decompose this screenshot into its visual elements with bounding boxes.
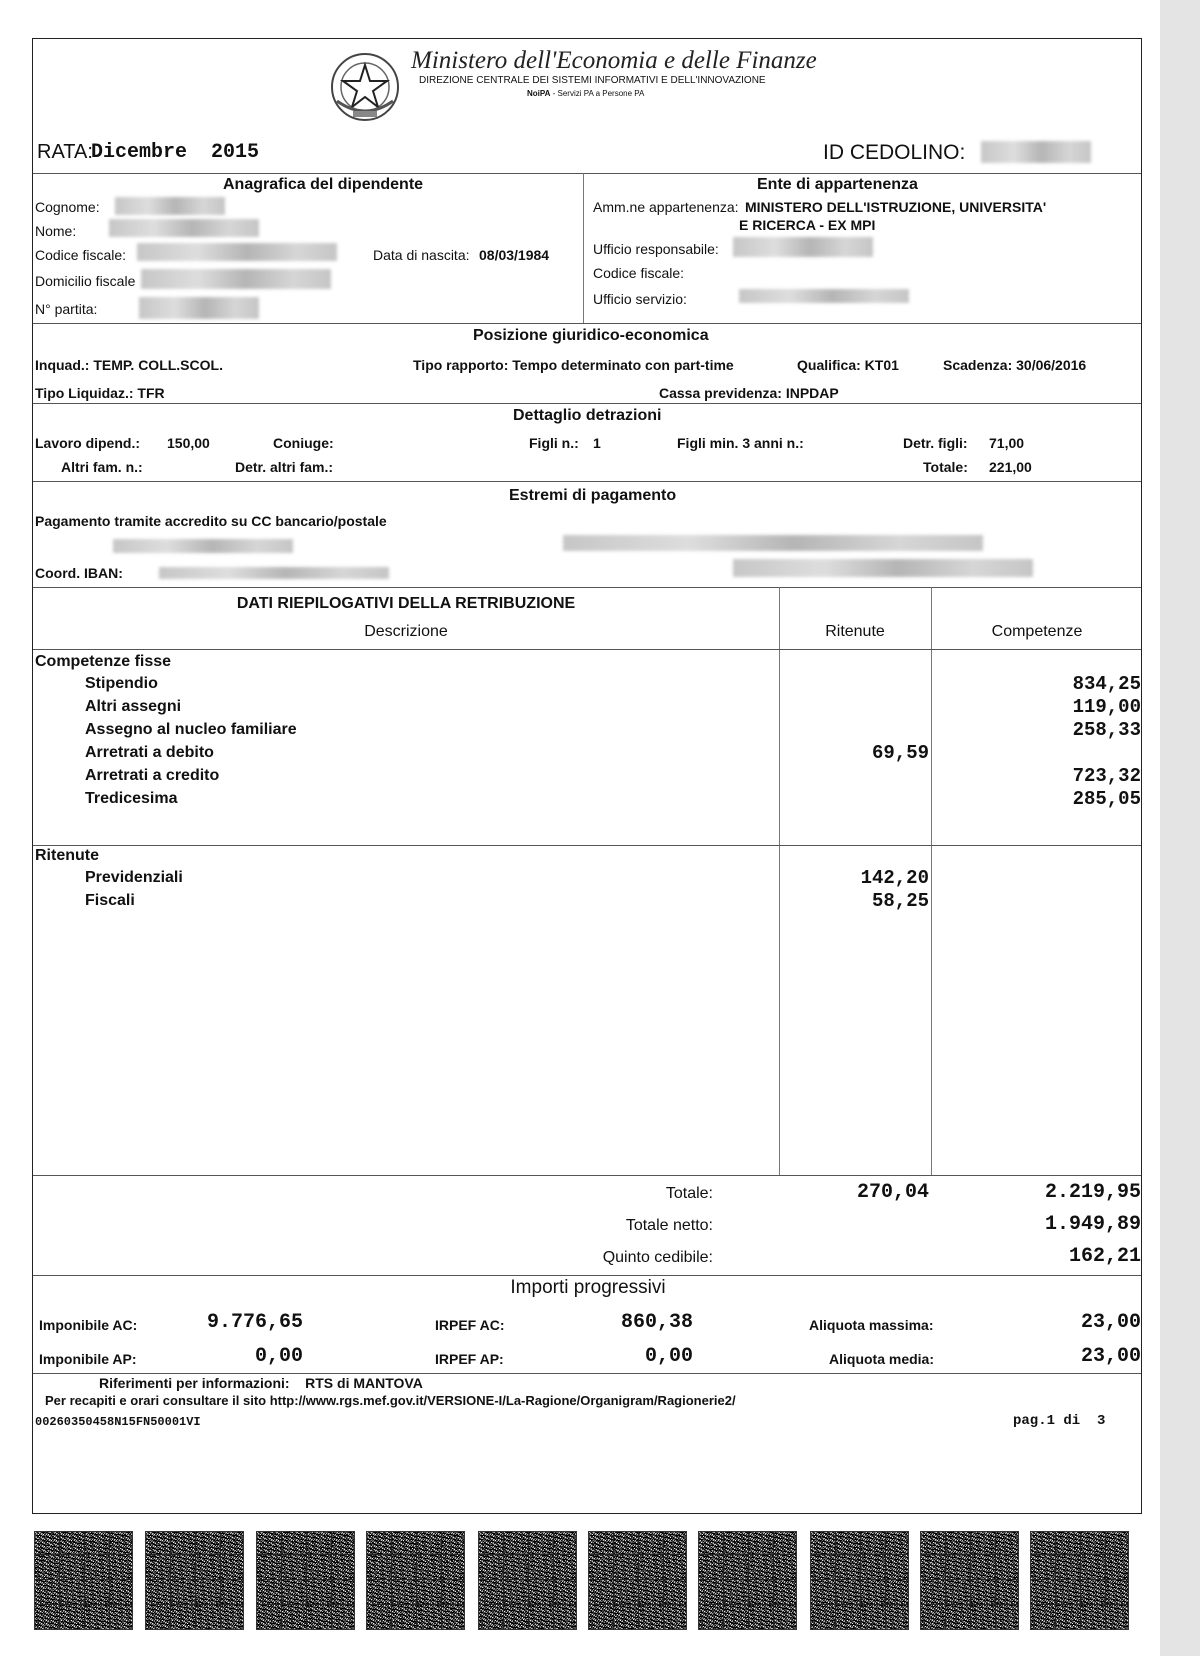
imponibile-ap-value: 0,00 bbox=[254, 1345, 303, 1368]
competenza-importo: 834,25 bbox=[1072, 673, 1141, 695]
riferimenti-line: Riferimenti per informazioni: RTS di MANTOVA bbox=[99, 1375, 423, 1391]
competenze-fisse-label: Competenze fisse bbox=[35, 653, 172, 670]
data-nascita-label: Data di nascita: bbox=[373, 247, 470, 263]
lavoro-label: Lavoro dipend.: bbox=[35, 435, 140, 451]
figli-value: 1 bbox=[593, 435, 601, 451]
ufficio-responsabile-label: Ufficio responsabile: bbox=[593, 241, 719, 257]
ministry-title: Ministero dell'Economia e delle Finanze bbox=[411, 47, 817, 74]
competenza-label: Arretrati a debito bbox=[85, 744, 214, 761]
data-nascita-value: 08/03/1984 bbox=[479, 247, 550, 263]
nome-label: Nome: bbox=[35, 223, 77, 239]
competenza-label: Arretrati a credito bbox=[85, 767, 220, 784]
imponibile-ac-label: Imponibile AC: bbox=[39, 1317, 138, 1333]
barcode-8 bbox=[810, 1531, 909, 1630]
partita-redacted bbox=[139, 297, 259, 319]
ritenuta-label: Previdenziali bbox=[85, 869, 183, 886]
cognome-redacted bbox=[115, 197, 225, 215]
totale-ritenute: 270,04 bbox=[856, 1181, 929, 1204]
competenza-label: Altri assegni bbox=[85, 698, 182, 715]
aliquota-media-value: 23,00 bbox=[1080, 1345, 1141, 1368]
modalita-pagamento: Pagamento tramite accredito su CC bancario/postale bbox=[35, 513, 387, 529]
codice-fiscale-redacted bbox=[137, 243, 337, 261]
domicilio-label: Domicilio fiscale bbox=[35, 273, 136, 289]
altri-fam-label: Altri fam. n.: bbox=[61, 459, 143, 475]
barcode-6 bbox=[588, 1531, 687, 1630]
pagamento-title: Estremi di pagamento bbox=[509, 487, 677, 504]
competenza-label: Tredicesima bbox=[85, 790, 178, 807]
scrollbar-track[interactable] bbox=[1160, 0, 1200, 1656]
competenza-label: Assegno al nucleo familiare bbox=[85, 721, 297, 738]
competenza-ritenuta: 69,59 bbox=[871, 742, 929, 764]
page-number: pag.1 di 3 bbox=[1013, 1413, 1106, 1429]
quinto-cedibile-label: Quinto cedibile: bbox=[602, 1249, 713, 1266]
totale-label: Totale: bbox=[665, 1185, 713, 1202]
posizione-title: Posizione giuridico-economica bbox=[473, 327, 709, 344]
detr-figli-value: 71,00 bbox=[989, 435, 1025, 451]
ente-title: Ente di appartenenza bbox=[757, 176, 918, 193]
ritenuta-label: Fiscali bbox=[85, 892, 135, 909]
ritenuta-importo: 142,20 bbox=[860, 867, 929, 889]
amm-value-line1: MINISTERO DELL'ISTRUZIONE, UNIVERSITA' bbox=[745, 199, 1047, 215]
qualifica-text: Qualifica: KT01 bbox=[797, 357, 899, 373]
id-cedolino-label: ID CEDOLINO: bbox=[823, 141, 966, 164]
competenza-importo: 285,05 bbox=[1072, 788, 1141, 810]
tipo-liquidaz-text: Tipo Liquidaz.: TFR bbox=[35, 385, 165, 401]
ufficio-servizio-label: Ufficio servizio: bbox=[593, 291, 687, 307]
col-ritenute: Ritenute bbox=[825, 623, 885, 640]
iban-label: Coord. IBAN: bbox=[35, 565, 123, 581]
irpef-ac-value: 860,38 bbox=[620, 1311, 693, 1334]
noipa-text: NoiPA - Servizi PA a Persone PA bbox=[527, 89, 645, 98]
directorate-text: DIREZIONE CENTRALE DEI SISTEMI INFORMATIVI E DELL'INNOVAZIONE bbox=[419, 75, 766, 86]
irpef-ap-value: 0,00 bbox=[644, 1345, 693, 1368]
barcode-2 bbox=[145, 1531, 244, 1630]
cassa-previdenza-text: Cassa previdenza: INPDAP bbox=[659, 385, 839, 401]
imponibile-ap-label: Imponibile AP: bbox=[39, 1351, 137, 1367]
partita-label: N° partita: bbox=[35, 301, 98, 317]
ufficio-responsabile-redacted bbox=[733, 237, 873, 257]
aliquota-max-value: 23,00 bbox=[1080, 1311, 1141, 1334]
barcode-4 bbox=[366, 1531, 465, 1630]
bank-city-redacted bbox=[733, 559, 1033, 577]
figli-min-label: Figli min. 3 anni n.: bbox=[677, 435, 804, 451]
imponibile-ac-value: 9.776,65 bbox=[206, 1311, 303, 1334]
totale-competenze: 2.219,95 bbox=[1044, 1181, 1141, 1204]
barcode-3 bbox=[256, 1531, 355, 1630]
bank-redacted bbox=[113, 539, 293, 553]
codice-fiscale-label: Codice fiscale: bbox=[35, 247, 127, 263]
detr-altri-label: Detr. altri fam.: bbox=[235, 459, 334, 475]
barcode-7 bbox=[698, 1531, 797, 1630]
barcode-1 bbox=[34, 1531, 133, 1630]
lavoro-value: 150,00 bbox=[167, 435, 210, 451]
scadenza-text: Scadenza: 30/06/2016 bbox=[943, 357, 1087, 373]
cognome-label: Cognome: bbox=[35, 199, 100, 215]
ente-codice-fiscale-label: Codice fiscale: bbox=[593, 265, 685, 281]
competenza-importo: 258,33 bbox=[1072, 719, 1141, 741]
domicilio-redacted bbox=[141, 269, 331, 289]
col-descrizione: Descrizione bbox=[364, 623, 448, 640]
emblem-icon bbox=[329, 51, 401, 123]
ufficio-servizio-redacted bbox=[739, 289, 909, 303]
competenza-importo: 723,32 bbox=[1072, 765, 1141, 787]
bank-address-redacted bbox=[563, 535, 983, 551]
iban-redacted bbox=[159, 567, 389, 579]
tipo-rapporto-text: Tipo rapporto: Tempo determinato con part-time bbox=[413, 357, 734, 373]
ritenute-label: Ritenute bbox=[35, 847, 99, 864]
recapiti-link[interactable]: Per recapiti e orari consultare il sito http://www.rgs.mef.gov.it/VERSIONE-I/La-Ragione/Organigram/Ragionerie2/ bbox=[45, 1393, 736, 1408]
nome-redacted bbox=[109, 219, 259, 237]
payslip-document bbox=[32, 38, 1142, 1514]
rata-label: RATA: bbox=[37, 141, 93, 163]
totale-netto-label: Totale netto: bbox=[625, 1217, 713, 1234]
detr-totale-label: Totale: bbox=[923, 459, 968, 475]
amm-value-line2: E RICERCA - EX MPI bbox=[739, 217, 876, 233]
document-code: 00260350458N15FN50001VI bbox=[35, 1415, 201, 1429]
detr-figli-label: Detr. figli: bbox=[903, 435, 968, 451]
coniuge-label: Coniuge: bbox=[273, 435, 334, 451]
id-cedolino-redacted bbox=[981, 141, 1091, 163]
ritenuta-importo: 58,25 bbox=[871, 890, 929, 912]
irpef-ac-label: IRPEF AC: bbox=[435, 1317, 505, 1333]
barcode-10 bbox=[1030, 1531, 1129, 1630]
col-competenze: Competenze bbox=[991, 623, 1083, 640]
barcode-9 bbox=[920, 1531, 1019, 1630]
detr-totale-value: 221,00 bbox=[989, 459, 1032, 475]
amm-label: Amm.ne appartenenza: bbox=[593, 199, 739, 215]
barcode-5 bbox=[478, 1531, 577, 1630]
rata-value: Dicembre 2015 bbox=[91, 141, 260, 164]
detrazioni-title: Dettaglio detrazioni bbox=[513, 407, 662, 424]
inquad-text: Inquad.: TEMP. COLL.SCOL. bbox=[35, 357, 223, 373]
aliquota-media-label: Aliquota media: bbox=[829, 1351, 935, 1367]
irpef-ap-label: IRPEF AP: bbox=[435, 1351, 504, 1367]
totale-netto-value: 1.949,89 bbox=[1044, 1213, 1141, 1236]
figli-label: Figli n.: bbox=[529, 435, 579, 451]
competenza-importo: 119,00 bbox=[1072, 696, 1141, 718]
quinto-cedibile-value: 162,21 bbox=[1068, 1245, 1141, 1268]
competenza-label: Stipendio bbox=[85, 675, 158, 692]
aliquota-max-label: Aliquota massima: bbox=[809, 1317, 934, 1333]
retribuzione-title: DATI RIEPILOGATIVI DELLA RETRIBUZIONE bbox=[236, 595, 576, 612]
anagrafica-title: Anagrafica del dipendente bbox=[223, 176, 424, 193]
progressivi-title: Importi progressivi bbox=[510, 1277, 666, 1298]
